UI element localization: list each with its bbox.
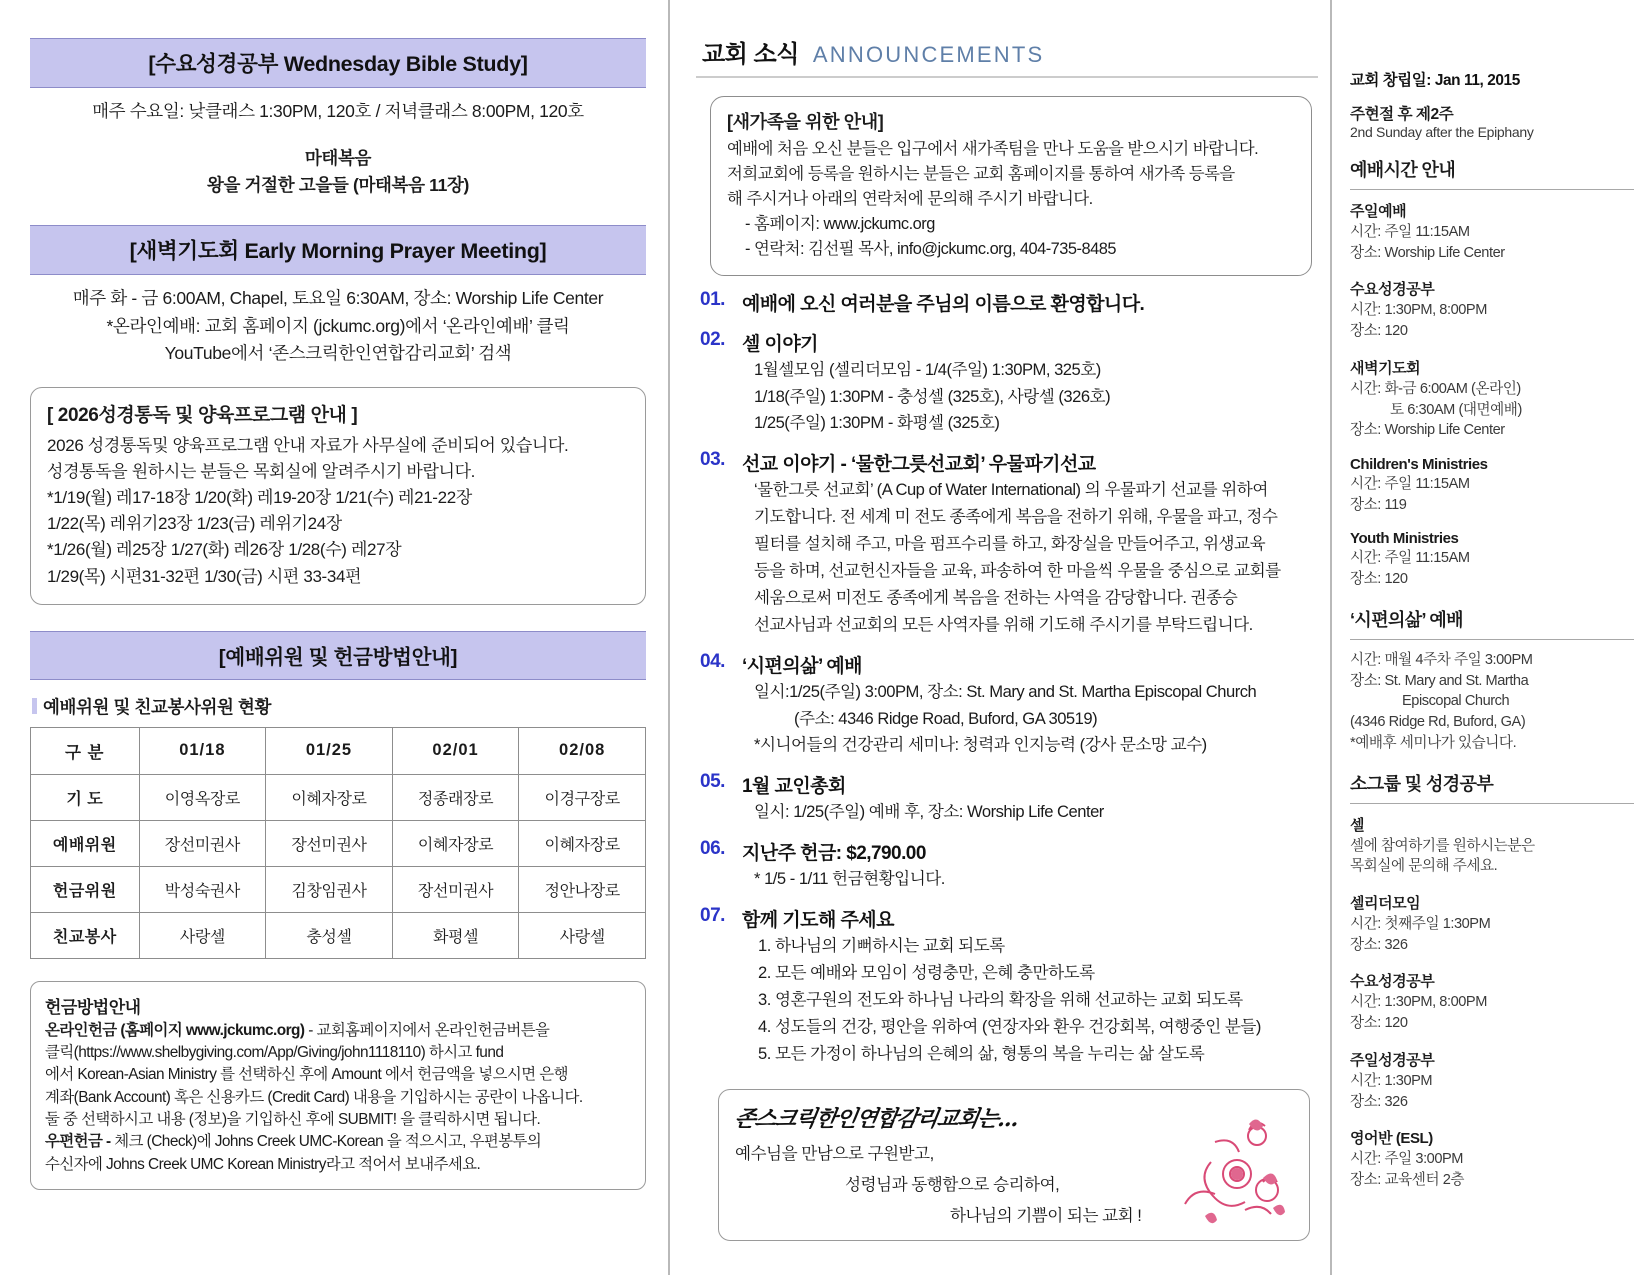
small-group [1350, 814, 1634, 877]
early-prayer-band: [새벽기도회 Early Morning Prayer Meeting] [30, 225, 646, 275]
item-detail: 기도합니다. 전 세계 미 전도 종족에게 복음을 전하기 위해, 우물을 파고, 정수 [754, 507, 1278, 527]
group-line: 장소: Worship Life Center [1350, 244, 1505, 261]
giving-methods-box [30, 981, 646, 1190]
group-line: 시간: 주일 11:15AM [1350, 476, 1470, 493]
group-line: 장소: 326 [1350, 1093, 1408, 1110]
group-line: 시간: 화-금 6:00AM (온라인) [1350, 380, 1521, 397]
small-group-heading: 소그룹 및 성경공부 [1350, 773, 1494, 794]
item-title: 함께 기도해 주세요 [742, 910, 894, 932]
divider [1350, 189, 1634, 190]
table-row [31, 866, 646, 912]
item-detail: 1/25(주일) 1:30PM - 화평셀 (325호) [754, 413, 1000, 433]
item-detail: (주소: 4346 Ridge Road, Buford, GA 30519) [794, 708, 1098, 728]
group-line: 시간: 주일 3:00PM [1350, 1151, 1463, 1168]
item-detail: 필터를 설치해 주고, 마을 펌프수리를 하고, 화장실을 만들어주고, 위생교육 [754, 534, 1266, 554]
cell: 이경구장로 [519, 774, 646, 820]
group-name: 수요성경공부 [1350, 973, 1435, 991]
group-line: 토 6:30AM (대면예배) [1390, 401, 1522, 418]
vision-handwritten-title: 존스크릭한인연합감리교회는... [732, 1105, 1021, 1132]
col-date: 02/08 [519, 727, 646, 774]
group-line: 시간: 첫째주일 1:30PM [1350, 915, 1491, 932]
item-detail: 1월셀모임 (셀리더모임 - 1/4(주일) 1:30PM, 325호) [754, 359, 1101, 379]
announcement-item [696, 289, 1318, 316]
item-title: 지난주 헌금: $2,790.00 [742, 843, 926, 865]
group-line: 시간: 1:30PM, 8:00PM [1350, 302, 1487, 319]
cell: 장선미권사 [139, 820, 266, 866]
psalm-line: Episcopal Church [1402, 693, 1510, 710]
prayer-line-3: YouTube에서 ‘존스크릭한인연합감리교회’ 검색 [164, 342, 512, 363]
item-number: 06. [700, 838, 725, 860]
announcement-item [696, 838, 1318, 892]
item-number: 01. [700, 288, 725, 310]
announcement-item [696, 449, 1318, 637]
announcement-item [696, 905, 1318, 1066]
table-row [31, 774, 646, 820]
giving-line: 에서 Korean-Asian Ministry 를 선택하신 후에 Amount 에서 헌금액을 넣으시면 은행 [45, 1066, 568, 1084]
bible-reading-line: 2026 성경통독및 양육프로그램 안내 자료가 사무실에 준비되어 있습니다. [47, 435, 569, 455]
item-number: 02. [700, 328, 725, 350]
new-family-heading: [새가족을 위한 안내] [727, 112, 884, 132]
group-name: 주일성경공부 [1350, 1051, 1435, 1069]
psalm-worship-group [1350, 650, 1634, 754]
col-date: 01/18 [139, 727, 266, 774]
early-prayer-body [30, 275, 646, 366]
item-detail: ‘물한그릇 선교회’ (A Cup of Water International) 의 우물파기 선교를 위하여 [754, 480, 1268, 500]
sidebar-divider [1330, 0, 1332, 1275]
giving-mail-line [45, 1131, 631, 1153]
item-title: 1월 교인총회 [742, 776, 846, 798]
new-family-website: - 홈페이지: www.jckumc.org [745, 214, 935, 233]
giving-online-rest: - 교회홈페이지에서 온라인헌금버튼을 [304, 1021, 550, 1039]
group-name: Youth Ministries [1350, 530, 1459, 548]
small-group [1350, 1049, 1634, 1112]
duty-subheading: 예배위원 및 친교봉사위원 현황 [43, 696, 271, 717]
group-line: 목회실에 문의해 주세요. [1350, 858, 1498, 875]
cell: 김창임권사 [266, 866, 393, 912]
new-family-box [710, 96, 1312, 276]
cell: 이영옥장로 [139, 774, 266, 820]
row-label: 친교봉사 [31, 912, 140, 958]
worship-group [1350, 530, 1634, 589]
giving-line: 수신자에 Johns Creek UMC Korean Ministry라고 적어서 보내주세요. [45, 1155, 481, 1173]
group-line: 시간: 주일 11:15AM [1350, 224, 1470, 240]
col-date: 01/25 [266, 727, 393, 774]
giving-line: 클릭(https://www.shelbygiving.com/App/Giving/john1118110) 하시고 fund [45, 1044, 504, 1062]
left-column [0, 0, 668, 1275]
info-sidebar [1328, 0, 1648, 1275]
worship-times-heading: 예배시간 안내 [1350, 160, 1456, 180]
group-name: 셀리더모임 [1350, 894, 1421, 912]
worship-group [1350, 456, 1634, 515]
header-divider [696, 76, 1318, 78]
church-founded-date: 교회 창립일: Jan 11, 2015 [1350, 72, 1520, 89]
item-detail: 1. 하나님의 기뻐하시는 교회 되도록 [758, 936, 1005, 956]
table-row [31, 820, 646, 866]
item-number: 03. [700, 449, 725, 471]
vision-line-2: 성령님과 동행함으로 승리하여, [845, 1174, 1060, 1194]
col-date: 02/01 [392, 727, 519, 774]
bullet-icon [32, 698, 37, 714]
item-detail: 일시: 1/25(주일) 예배 후, 장소: Worship Life Center [754, 802, 1104, 822]
wednesday-bible-study-band: [수요성경공부 Wednesday Bible Study] [30, 38, 646, 88]
item-title: ‘시편의삶’ 예배 [742, 655, 862, 677]
psalm-line: 장소: St. Mary and St. Martha [1350, 672, 1529, 689]
vision-statement-box [718, 1089, 1310, 1241]
vision-line-1: 예수님을 만남으로 구원받고, [735, 1143, 934, 1163]
duty-table [30, 727, 646, 959]
item-detail: * 1/5 - 1/11 헌금현황입니다. [754, 869, 945, 889]
worship-group [1350, 200, 1634, 263]
cell: 박성숙권사 [139, 866, 266, 912]
new-family-line: 저희교회에 등록을 원하시는 분들은 교회 홈페이지를 통하여 새가족 등록을 [727, 164, 1235, 183]
item-detail: 2. 모든 예배와 모임이 성령충만, 은혜 충만하도록 [758, 963, 1095, 983]
divider [1350, 639, 1634, 640]
group-line: 장소: 120 [1350, 571, 1408, 588]
item-title: 예배에 오신 여러분을 주님의 이름으로 환영합니다. [742, 293, 1145, 315]
psalm-worship-heading: ‘시편의삶’ 예배 [1350, 609, 1463, 630]
small-group [1350, 1127, 1634, 1190]
bible-reading-line: 1/29(목) 시편31-32편 1/30(금) 시편 33-34편 [47, 566, 362, 586]
bible-reading-line: 1/22(목) 레위기23장 1/23(금) 레위기24장 [47, 514, 342, 534]
group-name: 수요성경공부 [1350, 281, 1435, 299]
wed-topic: 왕을 거절한 고을들 (마태복음 11장) [206, 175, 470, 196]
giving-title: 헌금방법안내 [45, 997, 141, 1017]
giving-online-line [45, 1020, 631, 1042]
group-name: 영어반 (ESL) [1350, 1130, 1433, 1148]
item-detail: 1/18(주일) 1:30PM - 충성셀 (325호), 사랑셀 (326호) [754, 386, 1111, 406]
worship-group [1350, 357, 1634, 441]
wed-schedule-line: 매주 수요일: 낮클래스 1:30PM, 120호 / 저녁클래스 8:00PM, 120호 [92, 101, 584, 121]
wednesday-bible-study-body [30, 88, 646, 199]
group-line: 장소: 119 [1350, 496, 1407, 513]
psalm-line: *예배후 세미나가 있습니다. [1350, 734, 1517, 751]
cell: 화평셀 [392, 912, 519, 958]
cell: 이혜자장로 [266, 774, 393, 820]
small-group [1350, 892, 1634, 955]
cell: 이혜자장로 [392, 820, 519, 866]
new-family-line: 예배에 처음 오신 분들은 입구에서 새가족팀을 만나 도움을 받으시기 바랍니다. [727, 140, 1259, 158]
flower-decoration-icon [1145, 1112, 1295, 1232]
giving-line: 둘 중 선택하시고 내용 (정보)을 기입하신 후에 SUBMIT! 을 클릭하시면 됩니다. [45, 1111, 541, 1129]
announcements-title-en: ANNOUNCEMENTS [812, 42, 1045, 67]
bible-reading-line: 성경통독을 원하시는 분들은 목회실에 알려주시기 바랍니다. [47, 461, 476, 481]
item-number: 04. [700, 650, 725, 672]
bible-reading-line: *1/19(월) 레17-18장 1/20(화) 레19-20장 1/21(수) 레21-22장 [47, 488, 472, 508]
group-name: 셀 [1350, 816, 1365, 834]
group-line: 시간: 1:30PM, 8:00PM [1350, 994, 1487, 1011]
announcements-header [696, 34, 1318, 69]
cell: 사랑셀 [519, 912, 646, 958]
announcement-item [696, 651, 1318, 759]
psalm-line: 시간: 매월 4주차 주일 3:00PM [1350, 651, 1533, 668]
table-header-row [31, 727, 646, 774]
group-name: 주일예배 [1350, 203, 1407, 220]
table-row [31, 912, 646, 958]
item-detail: 3. 영혼구원의 전도와 하나님 나라의 확장을 위해 선교하는 교회 되도록 [758, 989, 1243, 1009]
group-line: 시간: 주일 11:15AM [1350, 550, 1470, 567]
item-detail: 등을 하며, 선교헌신자들을 교육, 파송하여 한 마을씩 우물을 중심으로 교회를 [754, 561, 1281, 581]
liturgical-season-kr: 주현절 후 제2주 [1350, 106, 1454, 123]
item-detail: 4. 성도들의 건강, 평안을 위하여 (연장자와 환우 건강회복, 여행중인 분들) [758, 1016, 1261, 1036]
cell: 장선미권사 [266, 820, 393, 866]
cell: 이혜자장로 [519, 820, 646, 866]
group-line: 셀에 참여하기를 원하시는분은 [1350, 837, 1535, 854]
item-number: 07. [700, 905, 725, 927]
group-line: 장소: 120 [1350, 323, 1408, 340]
new-family-line: 해 주시거나 아래의 연락처에 문의해 주시기 바랍니다. [727, 189, 1093, 208]
cell: 충성셀 [266, 912, 393, 958]
cell: 사랑셀 [139, 912, 266, 958]
cell: 정종래장로 [392, 774, 519, 820]
cell: 장선미권사 [392, 866, 519, 912]
item-number: 05. [700, 771, 725, 793]
duty-band: [예배위원 및 헌금방법안내] [30, 631, 646, 680]
new-family-contact: - 연락처: 김선필 목사, info@jckumc.org, 404-735-8485 [745, 239, 1116, 258]
row-label: 기 도 [31, 774, 140, 820]
cell: 정안나장로 [519, 866, 646, 912]
prayer-line-2: *온라인예배: 교회 홈페이지 (jckumc.org)에서 ‘온라인예배’ 클릭 [106, 315, 570, 336]
psalm-line: (4346 Ridge Rd, Buford, GA) [1350, 714, 1526, 731]
wed-book: 마태복음 [304, 148, 372, 169]
announcement-item [696, 329, 1318, 437]
giving-line: 계좌(Bank Account) 혹은 신용카드 (Credit Card) 내용을 기입하시는 공란이 나옵니다. [45, 1088, 583, 1106]
announcements-title-kr: 교회 소식 [702, 41, 799, 68]
vision-line-3: 하나님의 기쁨이 되는 교회 ! [950, 1205, 1142, 1225]
group-line: 장소: 120 [1350, 1015, 1408, 1032]
announcements-column [668, 0, 1328, 1275]
duty-subheading-row [32, 694, 646, 719]
group-line: 장소: 326 [1350, 936, 1408, 953]
item-detail: 일시:1/25(주일) 3:00PM, 장소: St. Mary and St. Martha Episcopal Church [754, 681, 1257, 701]
liturgical-season-en: 2nd Sunday after the Epiphany [1350, 124, 1534, 140]
item-detail: 세움으로써 미전도 종족에게 복음을 전하는 사역을 감당합니다. 권종승 [754, 587, 1238, 607]
item-title: 셀 이야기 [742, 333, 818, 355]
giving-mail-label: 우편헌금 - [45, 1133, 111, 1151]
item-title: 선교 이야기 - ‘물한그릇선교회’ 우물파기선교 [742, 454, 1096, 476]
group-line: 시간: 1:30PM [1350, 1072, 1433, 1089]
bible-reading-line: *1/26(월) 레25장 1/27(화) 레26장 1/28(수) 레27장 [47, 540, 402, 560]
group-name: 새벽기도회 [1350, 359, 1421, 377]
group-line: 장소: Worship Life Center [1350, 422, 1505, 439]
giving-mail-rest: 체크 (Check)에 Johns Creek UMC-Korean 을 적으시고, 우편봉투의 [110, 1133, 542, 1151]
row-label: 예배위원 [31, 820, 140, 866]
col-label: 구 분 [31, 727, 140, 774]
prayer-line-1: 매주 화 - 금 6:00AM, Chapel, 토요일 6:30AM, 장소: Worship Life Center [72, 288, 604, 309]
item-detail: 선교사님과 선교회의 모든 사역자를 위해 기도해 주시기를 부탁드립니다. [754, 614, 1253, 634]
announcement-item [696, 771, 1318, 825]
small-group [1350, 970, 1634, 1033]
bible-reading-program-box [30, 387, 646, 605]
worship-group [1350, 278, 1634, 341]
item-detail: *시니어들의 건강관리 세미나: 청력과 인지능력 (강사 문소망 교수) [754, 735, 1207, 755]
giving-online-label: 온라인헌금 (홈페이지 www.jckumc.org) [45, 1021, 305, 1039]
item-detail: 5. 모든 가정이 하나님의 은혜의 삶, 형통의 복을 누리는 삶 살도록 [758, 1043, 1205, 1063]
divider [1350, 803, 1634, 804]
group-name: Children's Ministries [1350, 456, 1488, 474]
row-label: 헌금위원 [31, 866, 140, 912]
group-line: 장소: 교육센터 2층 [1350, 1171, 1465, 1188]
bible-reading-title: [ 2026성경통독 및 양육프로그램 안내 ] [47, 404, 358, 426]
